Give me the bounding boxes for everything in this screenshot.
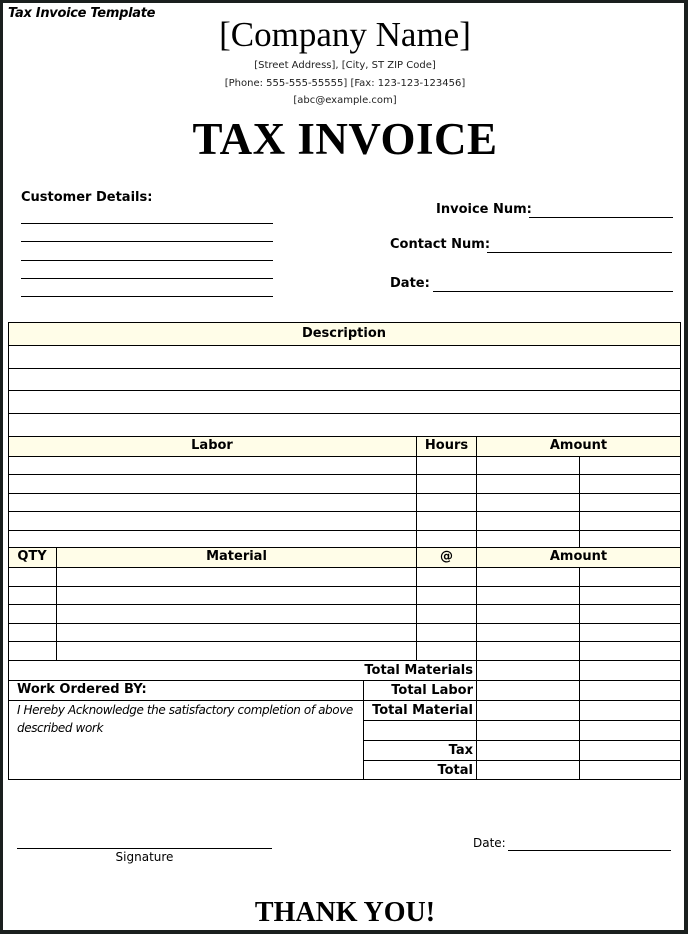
contact-num-field[interactable] (487, 252, 672, 253)
signature-date-label: Date: (473, 836, 506, 850)
labor-row[interactable] (9, 457, 416, 474)
customer-details-line[interactable] (21, 223, 273, 224)
material-row[interactable] (57, 642, 416, 660)
signature-label: Signature (115, 850, 174, 864)
description-row[interactable] (9, 414, 680, 435)
total-material-label: Total Material (372, 703, 473, 718)
labor-header: Labor (191, 438, 233, 453)
material-row[interactable] (57, 568, 416, 586)
total-labor-label: Total Labor (391, 683, 473, 698)
signature-date-field[interactable] (508, 850, 671, 851)
material-row[interactable] (57, 605, 416, 623)
tax-amount[interactable] (477, 741, 579, 760)
template-title: Tax Invoice Template (8, 6, 156, 21)
material-row[interactable] (57, 587, 416, 604)
description-row[interactable] (9, 369, 680, 390)
labor-row[interactable] (9, 531, 416, 547)
date-label: Date: (390, 276, 430, 291)
contact-num-label: Contact Num: (390, 237, 491, 252)
customer-details-line[interactable] (21, 296, 273, 297)
company-phone-fax: [Phone: 555-555-55555] [Fax: 123-123-123456] (224, 78, 466, 89)
date-field[interactable] (433, 291, 673, 292)
signature-line[interactable] (17, 848, 272, 849)
at-price-header: @ (440, 549, 453, 564)
tax-label: Tax (448, 743, 473, 758)
description-row[interactable] (9, 346, 680, 367)
total-labor-amount[interactable] (477, 681, 579, 700)
material-row[interactable] (57, 624, 416, 641)
qty-header: QTY (17, 549, 47, 564)
total-material-amount[interactable] (477, 701, 579, 720)
total-amount[interactable] (477, 761, 579, 779)
labor-row[interactable] (9, 475, 416, 493)
hours-header: Hours (424, 438, 469, 453)
document-title: TAX INVOICE (192, 114, 498, 164)
customer-details-line[interactable] (21, 260, 273, 261)
invoice-num-label: Invoice Num: (436, 202, 532, 217)
acknowledgement-text: I Hereby Acknowledge the satisfactory completion of above described work (17, 703, 353, 735)
company-email: [abc@example.com] (293, 95, 397, 106)
total-label: Total (437, 763, 473, 778)
company-name: [Company Name] (219, 15, 471, 54)
invoice-num-field[interactable] (529, 217, 673, 218)
customer-details-label: Customer Details: (21, 190, 153, 205)
work-ordered-label: Work Ordered BY: (17, 682, 147, 697)
customer-details-line[interactable] (21, 278, 273, 279)
description-header: Description (301, 326, 387, 341)
thank-you-text: THANK YOU! (254, 897, 436, 928)
labor-row[interactable] (9, 512, 416, 530)
company-address: [Street Address], [City, ST ZIP Code] (254, 60, 436, 71)
description-row[interactable] (9, 391, 680, 412)
labor-row[interactable] (9, 494, 416, 511)
material-amount-header: Amount (549, 549, 608, 564)
customer-details-line[interactable] (21, 241, 273, 242)
material-header: Material (206, 549, 267, 564)
total-materials-label: Total Materials (364, 663, 473, 678)
labor-amount-header: Amount (549, 438, 608, 453)
